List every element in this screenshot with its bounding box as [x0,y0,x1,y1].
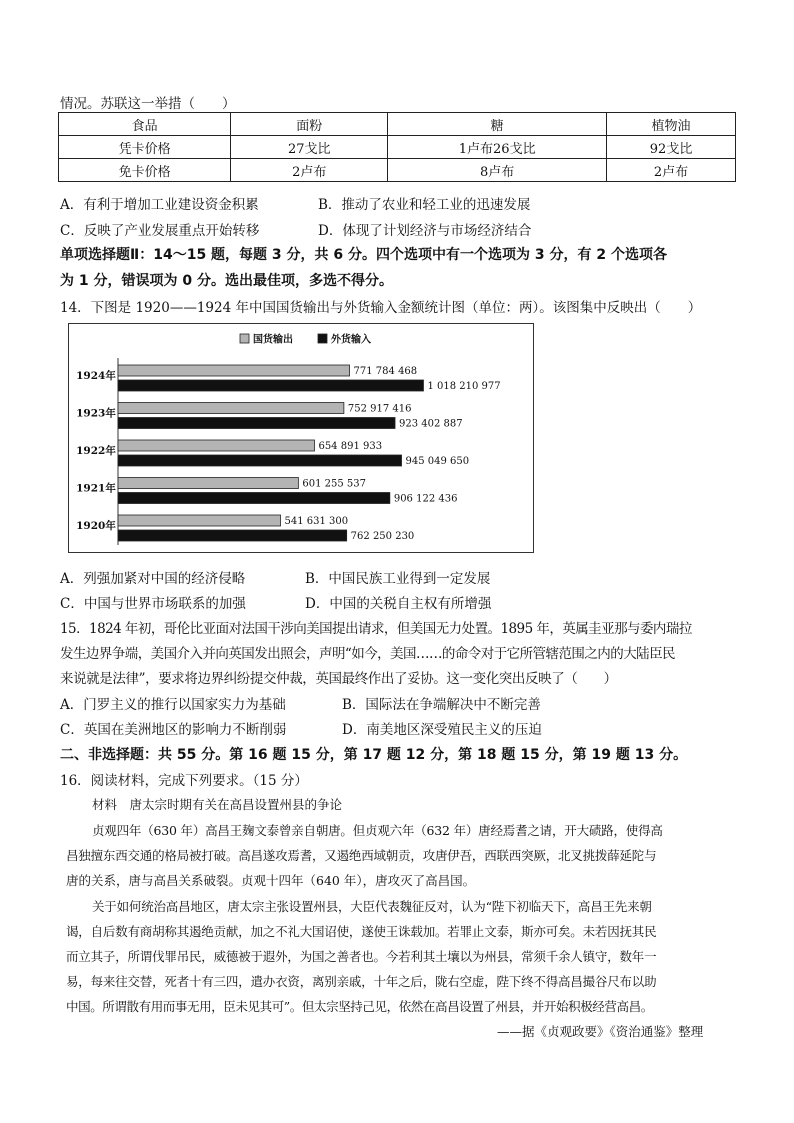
q15-stem-line3: 来说就是法律”，要求将边界纠纷提交仲裁，英国最终作出了妥协。这一变化突出反映了（ ） [60,671,617,687]
q13-option-d: D．体现了计划经济与市场经济结合 [318,223,532,239]
table-cell: 27戈比 [231,136,388,159]
q14-option-d: D．中国的关税自主权有所增强 [305,596,492,612]
price-table [58,112,736,182]
table-cell: 免卡价格 [59,159,231,182]
category-label: 1922年 [76,445,116,457]
section-instructions-line2: 为 1 分，错误项为 0 分。选出最佳项，多选不得分。 [60,273,393,289]
table-header-cell: 面粉 [231,113,388,136]
data-label: 752 917 416 [347,403,412,415]
legend-swatch [318,334,327,343]
bar [118,440,314,451]
table-cell: 8卢布 [388,159,607,182]
q14-option-b: B．中国民族工业得到一定发展 [305,571,491,587]
table-cell: 2卢布 [231,159,388,182]
category-label: 1921年 [76,482,116,495]
q13-stem-tail: 情况。苏联这一举措（ ） [60,96,236,112]
q16-para2-line: 而立其子，所谓伐罪吊民，威德被于遐外，为国之善者也。今若利其土壤以为州县，常须千余人镇守，数年一 [66,949,657,964]
legend-label: 国货输出 [253,334,293,346]
data-label: 762 250 230 [350,531,415,542]
data-label: 654 891 933 [318,441,383,452]
category-label: 1924年 [76,370,116,382]
data-label: 771 784 468 [353,366,418,377]
category-label: 1920年 [76,520,116,532]
trade-bar-chart [68,323,534,553]
q16-para2-line: 关于如何统治高昌地区，唐太宗主张设置州县，大臣代表魏征反对，认为“陛下初临天下，高昌王先来朝 [92,899,652,914]
bar [118,530,347,541]
data-label: 541 631 300 [284,516,349,527]
bar [118,515,280,526]
q14-stem: 14．下图是 1920——1924 年中国国货输出与外货输入金额统计图（单位：两）。该图集中反映出（ ） [60,300,702,316]
bar [118,478,298,489]
q16-para2-line: 谒，自后数有商胡称其遏绝贡献，加之不礼大国诏使，遂使王诛载加。若罪止文泰，斯亦可矣。未若因抚其民 [66,924,657,939]
q15-stem-line1: 15．1824 年初，哥伦比亚面对法国干涉向美国提出请求，但美国无力处置。1895 年，英属圭亚那与委内瑞拉 [60,621,692,637]
bar [118,493,390,504]
q15-stem-line2: 发生边界争端，美国介入并向英国发出照会，声明“如今，美国……的命令对于它所管辖范围之内的大陆臣民 [60,646,676,662]
q15-option-a: A．门罗主义的推行以国家实力为基础 [60,697,286,713]
q16-material-title: 材料 唐太宗时期有关在高昌设置州县的争论 [92,797,343,812]
legend-swatch [240,334,249,343]
table-row [59,159,736,182]
q13-option-b: B．推动了农业和轻工业的迅速发展 [318,197,531,213]
data-label: 945 049 650 [405,456,470,467]
q13-option-c: C．反映了产业发展重点开始转移 [60,223,260,239]
table-header-cell: 食品 [59,113,231,136]
table-cell: 1卢布26戈比 [388,136,607,159]
q13-option-a: A．有利于增加工业建设资金积累 [60,197,259,213]
section-instructions-line1: 单项选择题Ⅱ：14～15 题，每题 3 分，共 6 分。四个选项中有一个选项为 3 分，有 2 个选项各 [60,247,668,263]
data-label: 1 018 210 977 [427,381,501,392]
data-label: 601 255 537 [302,478,367,490]
table-header-cell: 糖 [388,113,607,136]
q15-option-b: B．国际法在争端解决中不断完善 [342,697,541,713]
bar [118,403,344,414]
table-cell: 92戈比 [607,136,736,159]
q15-option-c: C．英国在美洲地区的影响力不断削弱 [60,722,287,738]
category-label: 1923年 [76,407,116,420]
q16-para1-line: 贞观四年（630 年）高昌王麹文泰曾亲自朝唐。但贞观六年（632 年）唐经焉耆之请，开大碛路，使得高 [92,823,663,838]
q16-para1-line: 唐的关系，唐与高昌关系破裂。贞观十四年（640 年），唐攻灭了高昌国。 [66,873,476,888]
q16-stem: 16．阅读材料，完成下列要求。（15 分） [60,773,308,789]
bar [118,380,423,391]
bar [118,455,402,466]
data-label: 923 402 887 [399,418,463,430]
part2-heading: 二、非选择题：共 55 分。第 16 题 15 分，第 17 题 12 分，第 18 题 15 分，第 19 题 13 分。 [60,747,688,763]
table-row [59,136,736,159]
q15-option-d: D．南美地区深受殖民主义的压迫 [342,722,542,738]
q16-para1-line: 昌独擅东西交通的格局被打破。高昌遂攻焉耆，又遏绝西域朝贡，攻唐伊吾，西联西突厥，北叉挑拨薛延陀与 [66,848,657,863]
table-cell: 2卢布 [607,159,736,182]
q14-option-a: A．列强加紧对中国的经济侵略 [60,571,246,587]
table-header-row [59,113,736,136]
table-header-cell: 植物油 [607,113,736,136]
table-cell: 凭卡价格 [59,136,231,159]
q16-source: ——据《贞观政要》《资治通鉴》整理 [497,1024,704,1039]
q16-para2-line: 中国。所谓散有用而事无用，臣未见其可”。但太宗坚持己见，依然在高昌设置了州县，并开始积极经营高昌。 [66,999,653,1014]
bar [118,365,350,376]
data-label: 906 122 436 [393,493,458,505]
q16-para2-line: 易，每来往交替，死者十有三四，遣办衣资，离别亲戚，十年之后，陇右空虚，陛下终不得高昌撮谷尺布以助 [66,974,657,989]
legend-label: 外货输入 [331,334,371,346]
q14-option-c: C．中国与世界市场联系的加强 [60,596,246,612]
bar [118,418,395,429]
